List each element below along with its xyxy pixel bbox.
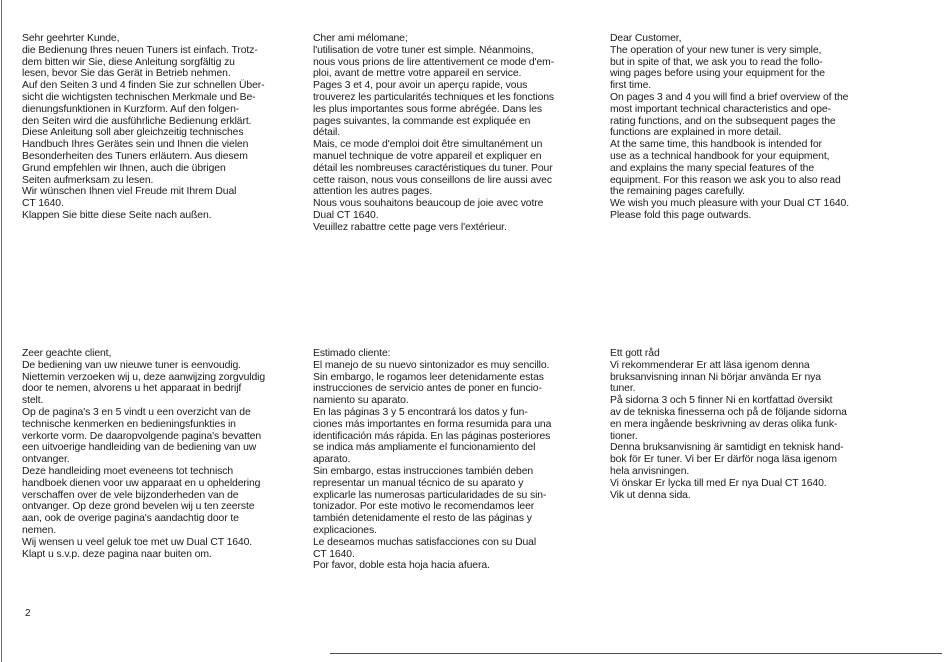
swedish-text-block — [610, 348, 885, 501]
text-line: Deze handleiding moet eveneens tot technisch — [22, 465, 234, 477]
text-line: instrucciones de servicio antes de poner en funcio- — [313, 383, 542, 395]
text-line: tonizador. Por este motivo le recomendamos leer — [313, 501, 535, 513]
text-line: trouverez les particularités techniques et les fonctions — [313, 91, 555, 103]
text-line: les plus importantes sous forme abrégée. Dans les — [313, 103, 543, 115]
text-line: Diese Anleitung soll aber gleichzeitig technisches — [22, 127, 244, 139]
text-line: representar un manual técnico de su aparato y — [313, 477, 524, 489]
text-line: Mais, ce mode d'emploi doit être simultanément un — [313, 139, 543, 151]
text-line: Klappen Sie bitte diese Seite nach außen. — [22, 209, 212, 221]
text-line: equipment. For this reason we ask you to also read — [610, 174, 841, 186]
text-line: Wir wünschen Ihnen viel Freude mit Ihrem Dual — [22, 186, 237, 198]
dutch-text-block — [22, 348, 294, 560]
text-line: Niettemin verzoeken wij u, deze aanwijzing zorgvuldig — [22, 371, 266, 383]
text-line: Vi önskar Er lycka till med Er nya Dual CT 1640. — [610, 477, 827, 489]
text-line: Estimado cliente: — [313, 348, 391, 359]
text-line: El manejo de su nuevo sintonizador es muy sencillo. — [313, 359, 550, 371]
text-line: Pages 3 et 4, pour avoir un aperçu rapide, vous — [313, 80, 528, 92]
text-line: Op de pagina's 3 en 5 vindt u een overzicht van de — [22, 406, 251, 418]
text-line: détail les nombreuses caractéristiques du tuner. Pour — [313, 162, 553, 174]
page-edge-line — [1, 0, 2, 662]
text-line: Seiten aufmerksam zu lesen. — [22, 174, 154, 186]
text-line: av de tekniska finesserna och på de följande sidorna — [610, 406, 847, 418]
text-line: Auf den Seiten 3 und 4 finden Sie zur schnellen Über- — [22, 80, 265, 92]
text-line: and explains the many special features of the — [610, 162, 815, 174]
text-line: door te nemen, alvorens u het apparaat in bedrijf — [22, 383, 242, 395]
text-line: Please fold this page outwards. — [610, 209, 752, 221]
text-line: At the same time, this handbook is intended for — [610, 139, 822, 151]
text-line: use as a technical handbook for your equipment, — [610, 150, 830, 162]
text-line: Wij wensen u veel geluk toe met uw Dual CT 1640. — [22, 536, 253, 548]
text-line: pages suivantes, la commande est expliquée en — [313, 115, 531, 127]
text-line: We wish you much pleasure with your Dual CT 1640. — [610, 198, 850, 210]
text-line: dienungsfunktionen in Kurzform. Auf den folgen- — [22, 103, 240, 115]
text-line: también detenidamente el resto de las páginas y — [313, 513, 532, 525]
text-line: détail. — [313, 127, 341, 139]
text-line: Cher ami mélomane; — [313, 33, 408, 44]
text-line: Sin embargo, le rogamos leer detenidamente estas — [313, 371, 544, 383]
text-line: På sidorna 3 och 5 finner Ni en kortfattad översikt — [610, 395, 833, 407]
text-line: bruksanvisning innan Ni börjar använda Er nya — [610, 371, 821, 383]
text-line: Klapt u s.v.p. deze pagina naar buiten om. — [22, 548, 212, 560]
text-line: stelt. — [22, 395, 44, 407]
text-line: CT 1640. — [313, 548, 355, 560]
text-line: functions are explained in more detail. — [610, 127, 782, 139]
text-line: aparato. — [313, 454, 351, 466]
text-line: first time. — [610, 80, 652, 92]
text-line: Nous vous souhaitons beaucoup de joie avec votre — [313, 198, 544, 210]
text-line: Veuillez rabattre cette page vers l'extérieur. — [313, 221, 507, 233]
text-line: dem bitten wir Sie, diese Anleitung sorgfältig zu — [22, 56, 235, 68]
text-line: namiento su aparato. — [313, 395, 409, 407]
english-text-block — [610, 33, 885, 222]
text-line: verkorte vorm. De daaropvolgende pagina's bevatten — [22, 430, 262, 442]
text-line: rating functions, and on the subsequent pages the — [610, 115, 836, 127]
text-line: identificación más rápida. En las páginas posteriores — [313, 430, 551, 442]
text-line: Handbuch Ihres Gerätes sein und Ihnen die vielen — [22, 139, 249, 151]
text-line: die Bedienung Ihres neuen Tuners ist einfach. Trotz- — [22, 44, 258, 56]
text-line: handboek dienen voor uw apparaat en u opheldering — [22, 477, 261, 489]
text-line: hela anvisningen. — [610, 465, 690, 477]
text-line: lesen, bevor Sie das Gerät in Betrieb nehmen. — [22, 68, 231, 80]
text-line: aan, ook de overige pagina's aandachtig door te — [22, 513, 239, 525]
text-line: CT 1640. — [22, 198, 64, 210]
text-line: technische kenmerken en bedieningsfunkties in — [22, 418, 236, 430]
text-line: l'utilisation de votre tuner est simple. Néanmoins, — [313, 44, 534, 56]
text-line: the remaining pages carefully. — [610, 186, 745, 198]
text-line: een uitvoerige handleiding van de bediening van uw — [22, 442, 257, 454]
text-line: explicarle las numerosas particularidades de su sin- — [313, 489, 547, 501]
text-line: Denna bruksanvisning är samtidigt en teknisk hand- — [610, 442, 844, 454]
text-line: most important technical characteristics and ope- — [610, 103, 831, 115]
text-line: ploi, avant de mettre votre appareil en service. — [313, 68, 522, 80]
text-line: den Seiten wird die ausführliche Bedienung erklärt. — [22, 115, 252, 127]
text-line: tuner. — [610, 383, 636, 395]
french-text-block — [313, 33, 589, 234]
text-line: nemen. — [22, 524, 57, 536]
text-line: The operation of your new tuner is very simple, — [610, 44, 822, 56]
text-line: sicht die wichtigsten technischen Merkmale und Be- — [22, 91, 256, 103]
text-line: en mera ingående beskrivning av deras olika funk- — [610, 418, 838, 430]
text-line: Besonderheiten des Tuners erläutern. Aus diesem — [22, 150, 248, 162]
text-line: ontvanger. — [22, 454, 70, 466]
german-text-block — [22, 33, 294, 222]
text-line: bok för Er tuner. Vi ber Er därför noga läsa igenom — [610, 454, 837, 466]
text-line: Dual CT 1640. — [313, 209, 379, 221]
text-line: En las páginas 3 y 5 encontrará los datos y fun- — [313, 406, 528, 418]
text-line: De bediening van uw nieuwe tuner is eenvoudig. — [22, 359, 241, 371]
bottom-rule-line — [330, 653, 942, 654]
text-line: but in spite of that, we ask you to read the follo- — [610, 56, 823, 68]
text-line: manuel technique de votre appareil et expliquer en — [313, 150, 542, 162]
text-line: Grund empfehlen wir Ihnen, auch die übrigen — [22, 162, 226, 174]
text-line: Le deseamos muchas satisfacciones con su Dual — [313, 536, 537, 548]
text-line: nous vous prions de lire attentivement ce mode d'em- — [313, 56, 555, 68]
text-line: Sehr geehrter Kunde, — [22, 33, 120, 44]
text-line: cette raison, nous vous conseillons de lire aussi avec — [313, 174, 552, 186]
text-line: tioner. — [610, 430, 638, 442]
text-line: explicaciones. — [313, 524, 377, 536]
text-line: ciones más importantes en forma resumida para una — [313, 418, 552, 430]
text-line: ontvanger. Op deze grond bevelen wij u ten zeerste — [22, 501, 255, 513]
text-line: Ett gott råd — [610, 348, 660, 359]
text-line: Dear Customer, — [610, 33, 682, 44]
page-number: 2 — [25, 608, 31, 619]
text-line: On pages 3 and 4 you will find a brief overview of the — [610, 91, 849, 103]
text-line: se indica más ampliamente el funcionamiento del — [313, 442, 536, 454]
text-line: Zeer geachte client, — [22, 348, 112, 359]
text-line: Vik ut denna sida. — [610, 489, 691, 501]
text-line: Vi rekommenderar Er att läsa igenom denna — [610, 359, 810, 371]
text-line: attention les autres pages. — [313, 186, 433, 198]
text-line: Por favor, doble esta hoja hacia afuera. — [313, 560, 490, 572]
spanish-text-block — [313, 348, 589, 572]
text-line: wing pages before using your equipment for the — [610, 68, 825, 80]
text-line: verschaffen over de vele bijzonderheden van de — [22, 489, 239, 501]
text-line: Sin embargo, estas instrucciones también deben — [313, 465, 534, 477]
